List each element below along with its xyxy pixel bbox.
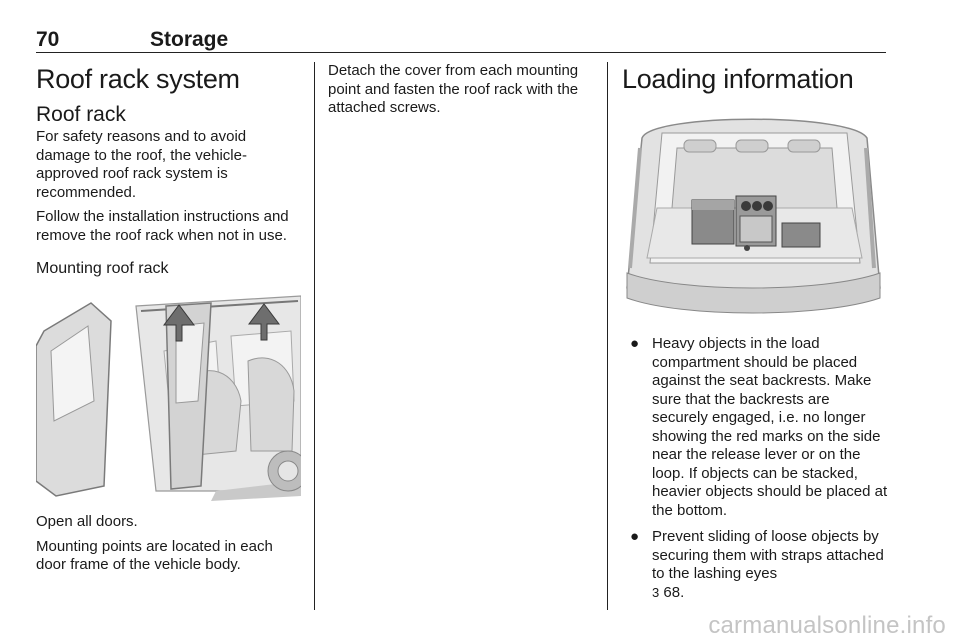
page-reference-icon: 3 [652, 584, 660, 600]
section-heading: Roof rack [36, 103, 126, 126]
bullet-icon: ● [630, 335, 640, 352]
bullet-icon: ● [630, 528, 640, 545]
column-middle [328, 62, 596, 124]
instructions-paragraph: Follow the installation instructions and remove the roof rack when not in use. [36, 208, 289, 244]
page-number: 70 [36, 28, 60, 51]
list-item [622, 528, 888, 602]
column-divider-right [607, 62, 608, 610]
watermark: carmanualsonline.info [708, 612, 946, 639]
column-divider-left [314, 62, 315, 610]
car-doors-open-illustration [36, 291, 301, 501]
list-item [622, 335, 888, 520]
cargo-compartment-illustration [622, 108, 884, 323]
safety-paragraph: For safety reasons and to avoid damage to the roof, the vehicle-approved roof rack system is recommended. [36, 128, 247, 201]
page-header [36, 28, 886, 53]
bullet-text: Prevent sliding of loose objects by securing them with straps attached to the lashing eyes [652, 528, 884, 582]
open-doors-paragraph: Open all doors. [36, 513, 138, 530]
page-reference-link[interactable]: 68. [663, 583, 685, 601]
column-right [622, 62, 888, 610]
loading-bullet-list [622, 335, 888, 602]
chapter-heading: Roof rack system [36, 64, 240, 94]
section-title: Storage [150, 28, 229, 51]
bullet-text: Heavy objects in the load compartment should be placed against the seat backrests. Make sure that the backrests are securely engaged, i.e. no longer showing the red marks on the side near the release lever or on the loop. If objects can be stacked, heavier objects should be placed at the bottom. [652, 335, 888, 519]
detach-cover-paragraph: Detach the cover from each mounting point and fasten the roof rack with the attached screws. [328, 62, 579, 116]
subsection-heading: Mounting roof rack [36, 260, 169, 277]
loading-heading: Loading information [622, 64, 854, 94]
mounting-points-paragraph: Mounting points are located in each door frame of the vehicle body. [36, 537, 273, 573]
column-left [36, 62, 301, 581]
